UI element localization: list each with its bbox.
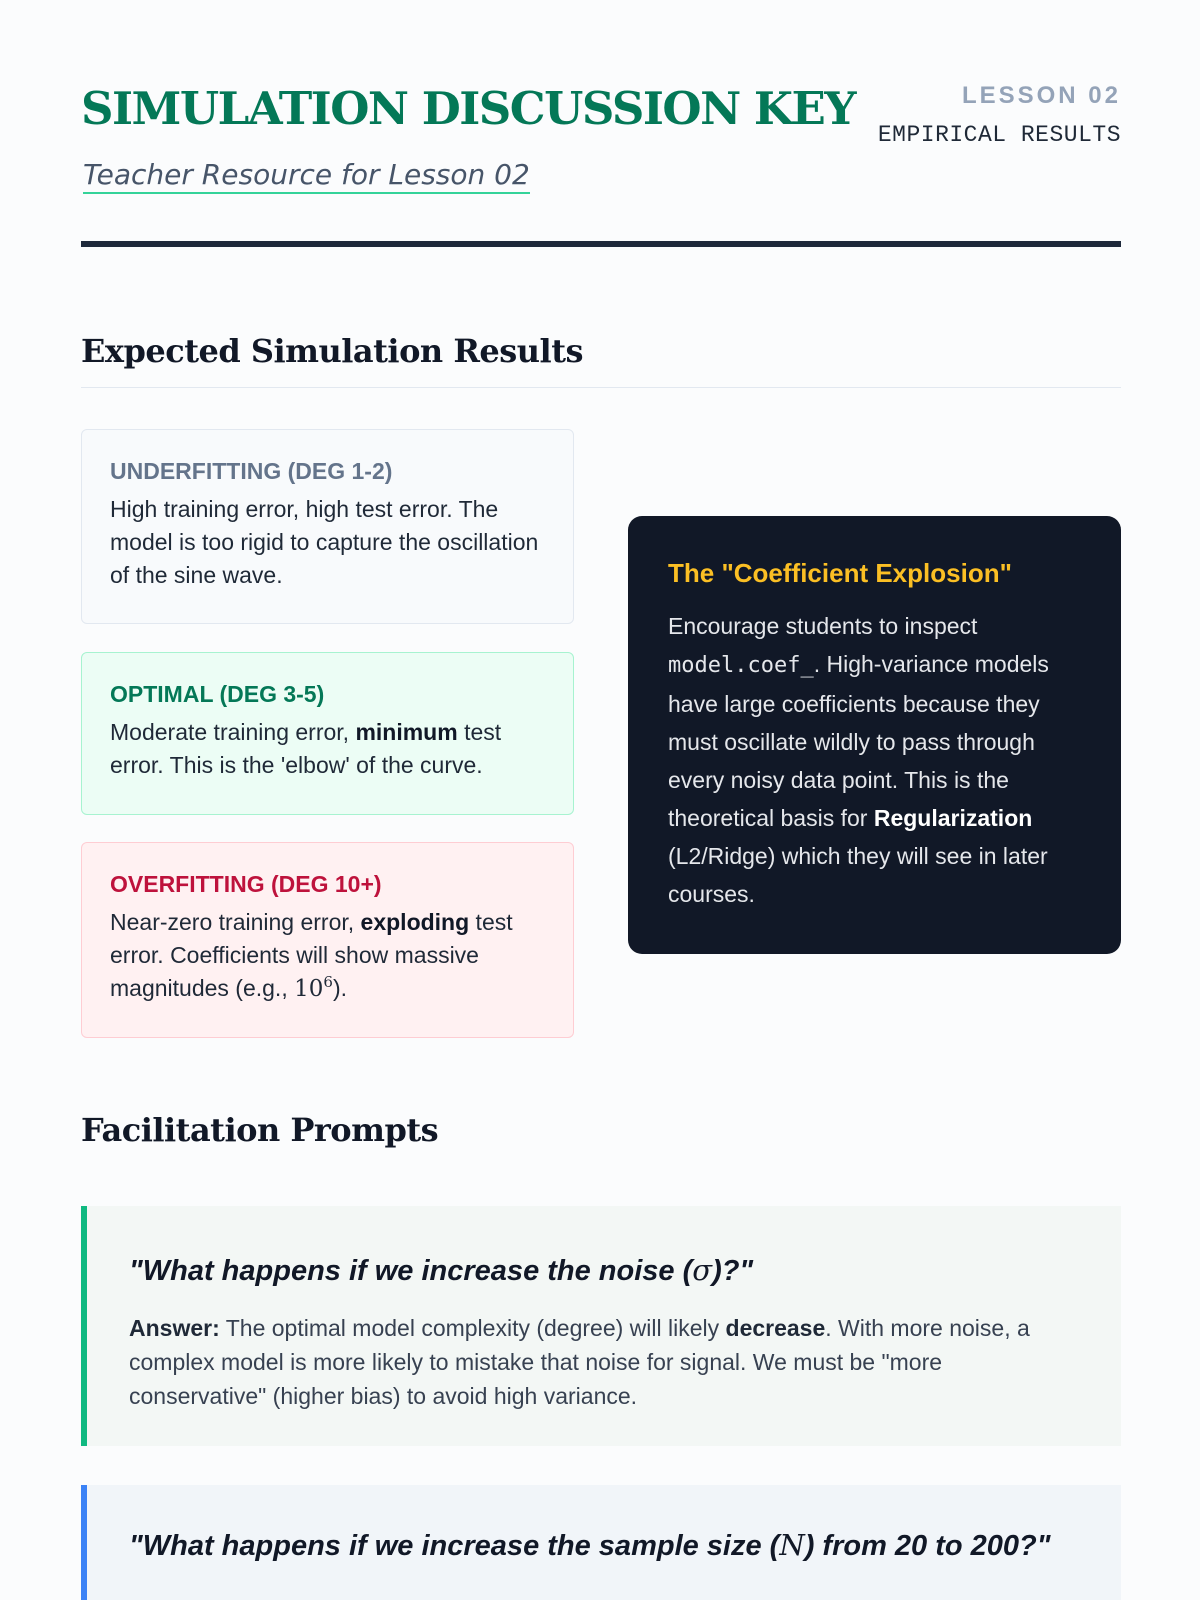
question-part: "What happens if we increase the sample size ( xyxy=(129,1530,780,1562)
math-magnitude xyxy=(294,973,333,1002)
math-symbol: N xyxy=(779,1528,805,1562)
question-part: )?" xyxy=(712,1255,754,1287)
overfitting-card xyxy=(81,842,574,1038)
question-part: ) from 20 to 200?" xyxy=(804,1530,1051,1562)
results-heading: Expected Simulation Results xyxy=(81,332,583,370)
math-base: 10 xyxy=(294,976,324,1002)
callout-text-part: Encourage students to inspect xyxy=(668,613,978,639)
answer-label: Answer: xyxy=(129,1315,220,1341)
prompt-question xyxy=(129,1206,1081,1293)
question-part: "What happens if we increase the noise ( xyxy=(129,1255,693,1287)
overfitting-text-part: Near-zero training error, xyxy=(110,909,361,935)
header-divider xyxy=(81,241,1121,247)
optimal-text-emphasis: minimum xyxy=(355,719,458,745)
answer-emphasis: decrease xyxy=(725,1315,826,1341)
callout-code: model.coef_ xyxy=(668,653,814,678)
page-header xyxy=(81,0,1121,250)
coefficient-explosion-callout xyxy=(628,516,1121,954)
prompts-heading: Facilitation Prompts xyxy=(81,1111,439,1149)
overfitting-text-emphasis: exploding xyxy=(360,909,470,935)
lesson-label: LESSON 02 xyxy=(961,82,1121,109)
overfitting-text-part: test error. Coefficients will show massive magnitudes (e.g., xyxy=(110,909,513,1001)
math-symbol: σ xyxy=(692,1253,713,1287)
optimal-text-part: Moderate training error, xyxy=(110,719,356,745)
page-title: SIMULATION DISCUSSION KEY xyxy=(81,82,855,135)
discussion-key-page xyxy=(81,0,1121,1562)
underfitting-text: High training error, high test error. The model is too rigid to capture the oscillation of the sine wave. xyxy=(110,496,539,588)
overfitting-text xyxy=(110,906,545,1006)
prompt-answer xyxy=(129,1311,1081,1413)
underfitting-card xyxy=(81,429,574,624)
callout-title: The "Coefficient Explosion" xyxy=(668,558,1012,588)
section-label: EMPIRICAL RESULTS xyxy=(877,122,1121,148)
callout-text-emphasis: Regularization xyxy=(873,805,1033,831)
page-subtitle: Teacher Resource for Lesson 02 xyxy=(83,158,530,194)
callout-text-part: . High-variance models have large coefficients because they must oscillate wildly to pass through every noisy data point. This is the theoretical basis for xyxy=(668,651,1049,831)
underfitting-label: UNDERFITTING (DEG 1-2) xyxy=(110,458,393,484)
callout-text xyxy=(668,607,1081,913)
optimal-label: OPTIMAL (DEG 3-5) xyxy=(110,681,325,707)
answer-part: . With more noise, a complex model is more likely to mistake that noise for signal. We must be "more conservative" (higher bias) to avoid high variance. xyxy=(129,1315,1030,1409)
answer-part: The optimal model complexity (degree) will likely xyxy=(219,1315,726,1341)
overfitting-text-part: ). xyxy=(332,975,347,1001)
optimal-text-part: test error. This is the 'elbow' of the curve. xyxy=(110,719,502,778)
prompt-item xyxy=(81,1206,1121,1446)
optimal-text xyxy=(110,716,545,782)
overfitting-label: OVERFITTING (DEG 10+) xyxy=(110,871,382,897)
results-divider xyxy=(81,387,1121,388)
prompt-item xyxy=(81,1485,1121,1600)
prompt-question xyxy=(129,1485,1081,1568)
optimal-card xyxy=(81,652,574,815)
math-exponent: 6 xyxy=(323,973,333,991)
callout-text-part: (L2/Ridge) which they will see in later courses. xyxy=(668,843,1048,907)
